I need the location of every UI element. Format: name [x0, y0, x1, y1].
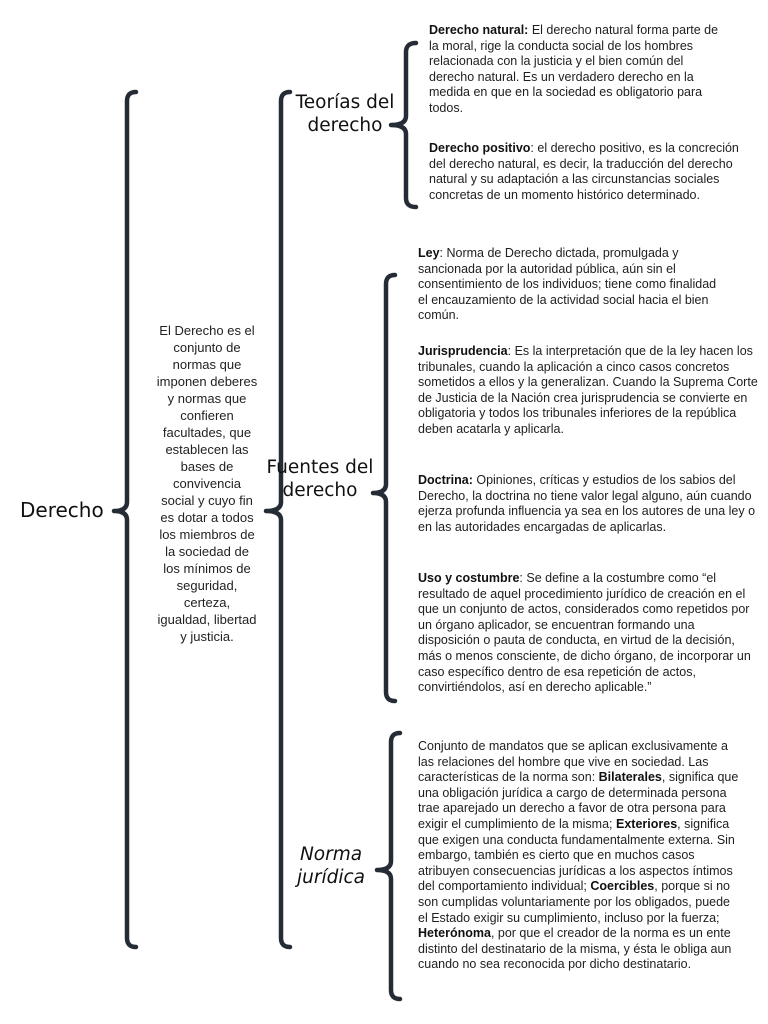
- desc-text-heteronoma: , por que el creador de la norma es un ente distinto del destinatario de la misma, y ésta le obliga aun cuando no sea reconocida por dicho destinatario.: [418, 926, 732, 972]
- item-text: : Norma de Derecho dictada, promulgada y sancionada por la autoridad pública, aún sin el consentimiento de los individuos; tiene como finalidad el encauzamiento de la actividad social hacia el bien común.: [418, 246, 717, 323]
- item-term: Ley: [418, 246, 440, 260]
- item-text: El derecho natural forma parte de la moral, rige la conducta social de los hombres relacionada con la justicia y el bien común del derecho natural. Es un verdadero derecho en la medida en que en la sociedad es obligatorio para todos.: [429, 23, 719, 115]
- item-uso-y-costumbre: [418, 571, 758, 696]
- root-label: Derecho: [20, 498, 104, 522]
- root-bracket: [114, 92, 136, 947]
- item-term: Uso y costumbre: [418, 571, 520, 585]
- item-text: Opiniones, críticas y estudios de los sabios del Derecho, la doctrina no tiene valor legal alguno, aún cuando ejerza profunda influencia ya sea en los autores de una ley o en las autoridades encargadas de aplicarlas.: [418, 473, 756, 534]
- item-ley: [418, 246, 718, 324]
- desc-text-coercibles: , porque si no son cumplidas voluntariamente por los obligados, puede el Estado exigir su cumplimiento, incluso por la fuerza;: [418, 879, 730, 925]
- item-term: Derecho positivo: [429, 141, 531, 155]
- item-term: Doctrina:: [418, 473, 473, 487]
- desc-term-exteriores: Exteriores: [616, 816, 678, 831]
- item-text: : el derecho positivo, es la concreción del derecho natural, es decir, la traducción del derecho natural y su adaptación a las circunstancias sociales concretas de un momento histórico determinado.: [429, 141, 739, 202]
- desc-term-heteronoma: Heterónoma: [418, 926, 491, 941]
- item-text: : Es la interpretación que de la ley hacen los tribunales, cuando la aplicación a cinco casos concretos sometidos a ellos y la generalizan. Cuando la Suprema Corte de Justicia de la Nación crea jurisprudencia se convierte en obligatoria y todos los tribunales inferiores de la república deben acatarla y aplicarla.: [418, 344, 758, 436]
- desc-term-bilaterales: Bilaterales: [598, 770, 662, 785]
- item-term: Derecho natural:: [429, 23, 529, 37]
- fuentes-bracket: [373, 275, 395, 701]
- desc-text-bilaterales: , significa que una obligación jurídica a cargo de determinada persona trae aparejado un derecho a favor de otra persona para exigir el cumplimiento de la misma;: [418, 770, 739, 831]
- categories-bracket: [266, 92, 290, 947]
- item-jurisprudencia: [418, 344, 758, 438]
- desc-intro: Conjunto de mandatos que se aplican exclusivamente a las relaciones del hombre que vive en sociedad. Las características de la norma son:: [418, 739, 728, 785]
- category-teorias-label: Teorías del derecho: [295, 92, 395, 136]
- desc-text-exteriores: , significa que exigen una conducta fundamentalmente externa. Sin embargo, también es cierto que en muchos casos atribuyen consecuencias jurídicas a los aspectos íntimos del comportamiento individual;: [418, 816, 735, 894]
- category-fuentes-label: Fuentes del derecho: [266, 457, 374, 501]
- norma-juridica-description: [418, 739, 742, 973]
- category-norma-label: Norma jurídica: [296, 844, 365, 888]
- root-definition: El Derecho es el conjunto de normas que imponen deberes y normas que confieren facultades, que establecen las bases de convivencia social y cuyo fin es dotar a todos los miembros de la sociedad de los mínimos de seguridad, certeza, igualdad, libertad y justicia.: [156, 323, 258, 644]
- item-derecho-positivo: [429, 141, 755, 203]
- desc-term-coercibles: Coercibles: [590, 879, 655, 894]
- item-term: Jurisprudencia: [418, 344, 508, 358]
- item-derecho-natural: [429, 23, 731, 117]
- item-doctrina: [418, 473, 756, 535]
- item-text: : Se define a la costumbre como “el resultado de aquel procedimiento jurídico de creación en el que un conjunto de actos, considerados como repetidos por un órgano aplicador, se encuentran formando una disposición o pauta de conducta, en virtud de la decisión, más o menos consciente, de dicho órgano, de incorporar un caso específico dentro de esa repetición de actos, convirtiéndolos, así en derecho aplicable.”: [418, 571, 751, 695]
